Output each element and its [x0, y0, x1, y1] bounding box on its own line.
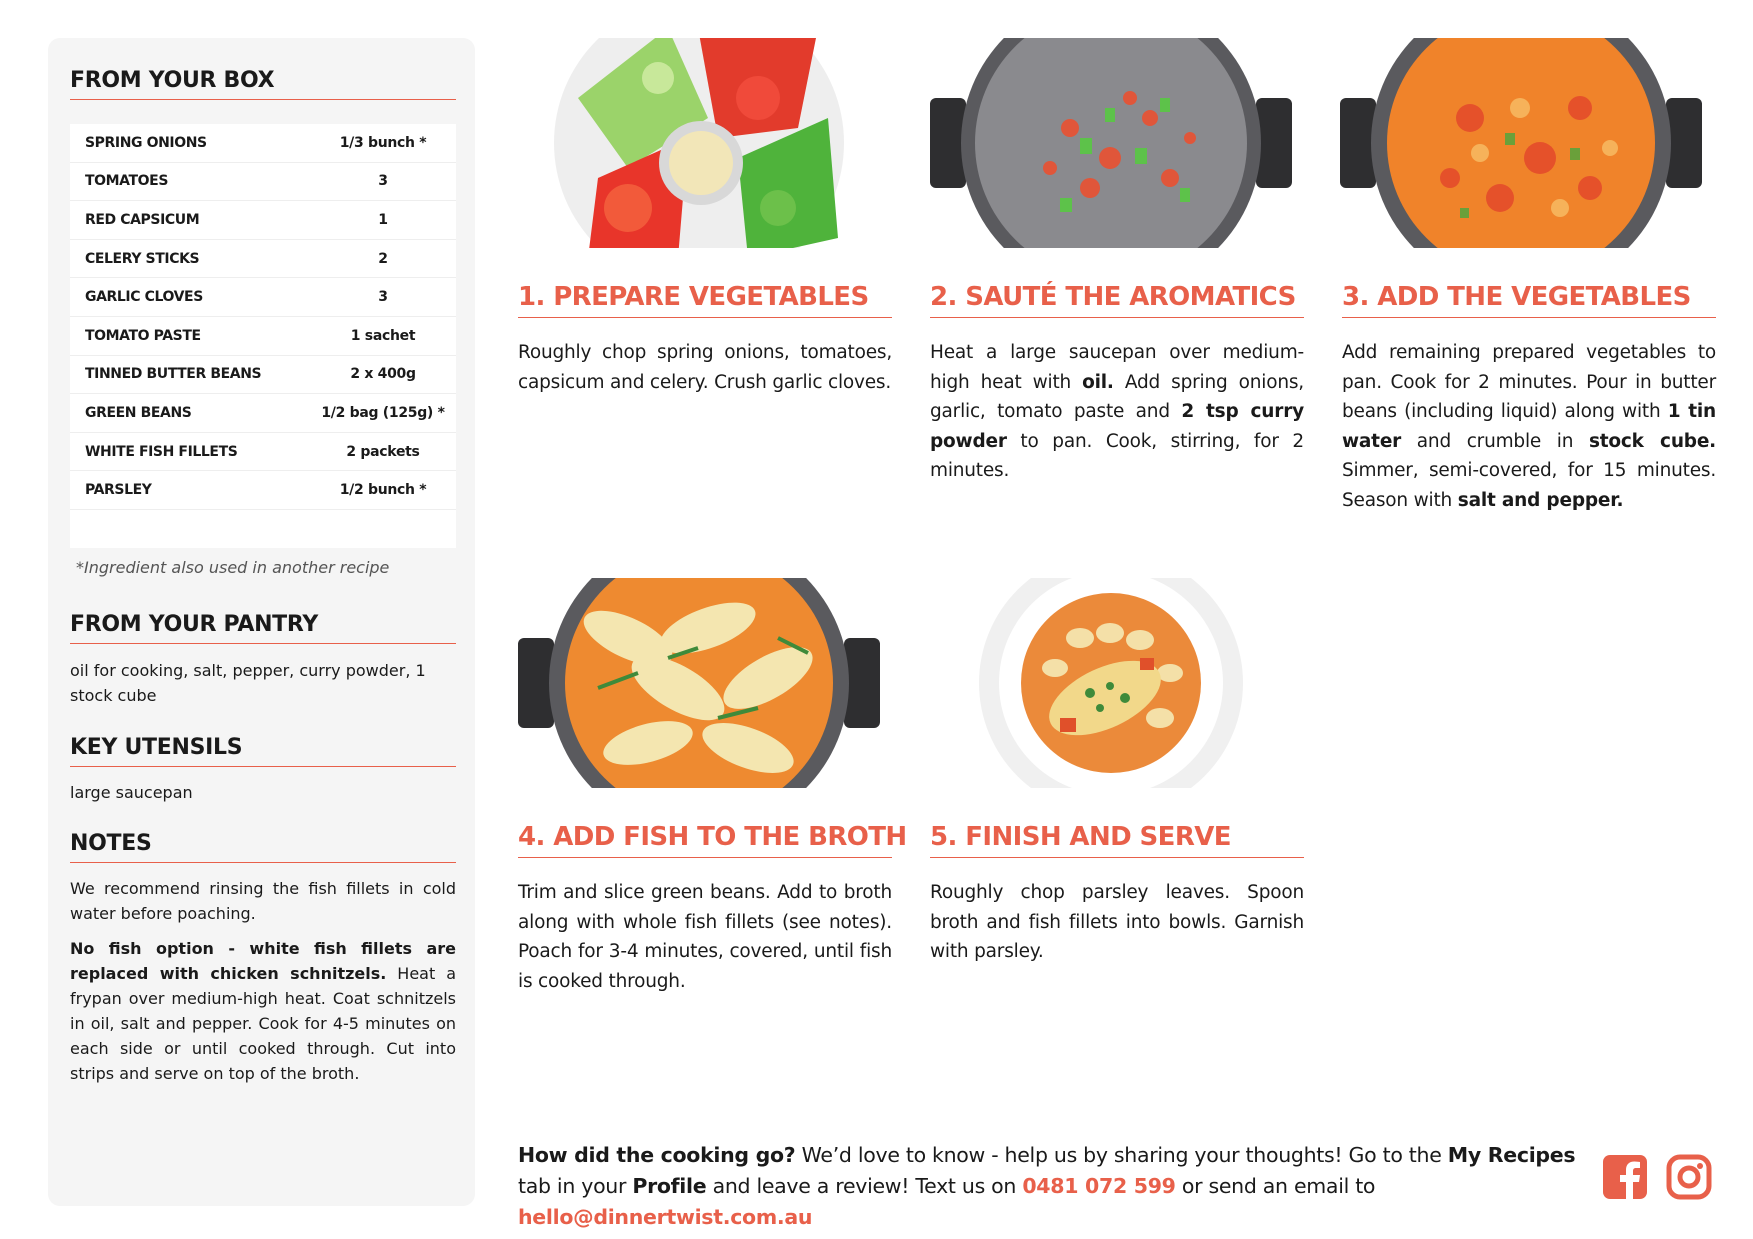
- step-1-photo: [518, 38, 880, 248]
- facebook-icon[interactable]: [1602, 1154, 1648, 1200]
- step-ingredient: 2 tsp curry powder: [930, 401, 1304, 452]
- feedback-text: or send an email to: [1175, 1174, 1376, 1198]
- step-5-instructions: [930, 878, 1304, 967]
- step-text: Simmer, semi-covered, for 15 minutes. Season with: [1342, 460, 1716, 511]
- from-your-box-title: FROM YOUR BOX: [70, 68, 456, 100]
- ingredient-qty: 1: [378, 211, 388, 228]
- pantry-text: oil for cooking, salt, pepper, curry powder, 1 stock cube: [70, 661, 426, 705]
- ingredient-qty: 1/2 bag (125g) *: [321, 404, 445, 421]
- ingredient-qty: 1/2 bunch *: [339, 482, 427, 499]
- ingredient-name: TOMATOES: [85, 173, 169, 190]
- step-2-title: 2. SAUTÉ THE AROMATICS: [930, 282, 1304, 318]
- ingredients-sidebar: [48, 38, 475, 1206]
- ingredient-name: WHITE FISH FILLETS: [85, 443, 238, 460]
- ingredient-row: [70, 163, 456, 202]
- email-link[interactable]: hello@dinnertwist.com.au: [518, 1205, 813, 1229]
- step-ingredient: 1 tin water: [1342, 401, 1716, 452]
- ingredient-row: [70, 278, 456, 317]
- feedback-message: [518, 1140, 1578, 1233]
- ingredient-name: SPRING ONIONS: [85, 134, 207, 151]
- step-text: Add remaining prepared vegetables to pan. Cook for 2 minutes. Pour in butter beans (including liquid) along with: [1342, 342, 1716, 422]
- step-4-photo: [518, 578, 880, 788]
- step-2-photo: [930, 38, 1292, 248]
- ingredient-qty: 1/3 bunch *: [339, 134, 427, 151]
- ingredient-qty: 2 packets: [346, 443, 420, 460]
- ingredient-row: [70, 433, 456, 472]
- notes-no-fish-option: No fish option - white fish fillets are replaced with chicken schnitzels.: [70, 939, 456, 983]
- step-1-title: 1. PREPARE VEGETABLES: [518, 282, 892, 318]
- step-ingredient: oil.: [1082, 371, 1114, 393]
- ingredient-footnote: *Ingredient also used in another recipe: [76, 558, 390, 577]
- step-5-photo: [930, 578, 1292, 788]
- ingredient-row: [70, 394, 456, 433]
- step-5-title: 5. FINISH AND SERVE: [930, 822, 1304, 858]
- ingredient-row: [70, 356, 456, 395]
- ingredient-name: TOMATO PASTE: [85, 327, 201, 344]
- instagram-icon[interactable]: [1666, 1154, 1712, 1200]
- profile-label: Profile: [632, 1174, 707, 1198]
- ingredient-row: [70, 124, 456, 163]
- ingredient-name: CELERY STICKS: [85, 250, 200, 267]
- step-text: to pan. Cook, stirring, for 2 minutes.: [930, 430, 1304, 481]
- ingredient-row: [70, 317, 456, 356]
- step-text: Heat a large saucepan over medium-high heat with: [930, 342, 1304, 393]
- step-text: Add spring onions, garlic, tomato paste and: [930, 371, 1304, 422]
- ingredient-row: [70, 240, 456, 279]
- step-text: Roughly chop parsley leaves. Spoon broth and fish fillets into bowls. Garnish with parsley.: [930, 882, 1304, 962]
- step-ingredient: stock cube.: [1588, 430, 1717, 452]
- notes-paragraph-2: [70, 936, 456, 1086]
- step-text: Roughly chop spring onions, tomatoes, capsicum and celery. Crush garlic cloves.: [518, 342, 892, 393]
- step-ingredient: salt and pepper.: [1457, 489, 1624, 511]
- feedback-question: How did the cooking go?: [518, 1143, 796, 1167]
- step-3-instructions: [1342, 338, 1716, 515]
- utensils-text: large saucepan: [70, 783, 193, 802]
- key-utensils-title: KEY UTENSILS: [70, 735, 456, 767]
- feedback-text: tab in your: [518, 1174, 633, 1198]
- ingredient-qty: 2 x 400g: [350, 366, 416, 383]
- notes-paragraph-1: We recommend rinsing the fish fillets in cold water before poaching.: [70, 879, 456, 923]
- step-2-instructions: [930, 338, 1304, 486]
- ingredient-name: PARSLEY: [85, 482, 152, 499]
- step-text: Trim and slice green beans. Add to broth along with whole fish fillets (see notes). Poach for 3-4 minutes, covered, until fish is cooked through.: [518, 882, 892, 992]
- feedback-text: We’d love to know - help us by sharing your thoughts! Go to the: [795, 1143, 1448, 1167]
- ingredient-name: GREEN BEANS: [85, 404, 192, 421]
- ingredient-row: [70, 471, 456, 510]
- ingredient-qty: 2: [378, 250, 388, 267]
- ingredient-qty: 1 sachet: [350, 327, 416, 344]
- ingredient-name: GARLIC CLOVES: [85, 289, 203, 306]
- step-3-title: 3. ADD THE VEGETABLES: [1342, 282, 1716, 318]
- ingredient-name: RED CAPSICUM: [85, 211, 200, 228]
- step-1-instructions: [518, 338, 892, 397]
- ingredient-qty: 3: [378, 173, 388, 190]
- step-text: and crumble in: [1401, 430, 1589, 452]
- step-3-photo: [1340, 38, 1702, 248]
- ingredient-row: [70, 201, 456, 240]
- my-recipes-label: My Recipes: [1447, 1143, 1576, 1167]
- step-4-title: 4. ADD FISH TO THE BROTH: [518, 822, 892, 858]
- notes-title: NOTES: [70, 831, 456, 863]
- phone-link[interactable]: 0481 072 599: [1022, 1174, 1176, 1198]
- from-your-pantry-title: FROM YOUR PANTRY: [70, 612, 456, 644]
- box-ingredients-table: [70, 124, 456, 548]
- notes-schnitzel-instructions: Heat a frypan over medium-high heat. Coat schnitzels in oil, salt and pepper. Cook for 4-5 minutes on each side or until cooked through. Cut into strips and serve on top of the broth.: [70, 964, 456, 1083]
- feedback-text: and leave a review! Text us on: [706, 1174, 1023, 1198]
- ingredient-name: TINNED BUTTER BEANS: [85, 366, 262, 383]
- step-4-instructions: [518, 878, 892, 996]
- ingredient-qty: 3: [378, 289, 388, 306]
